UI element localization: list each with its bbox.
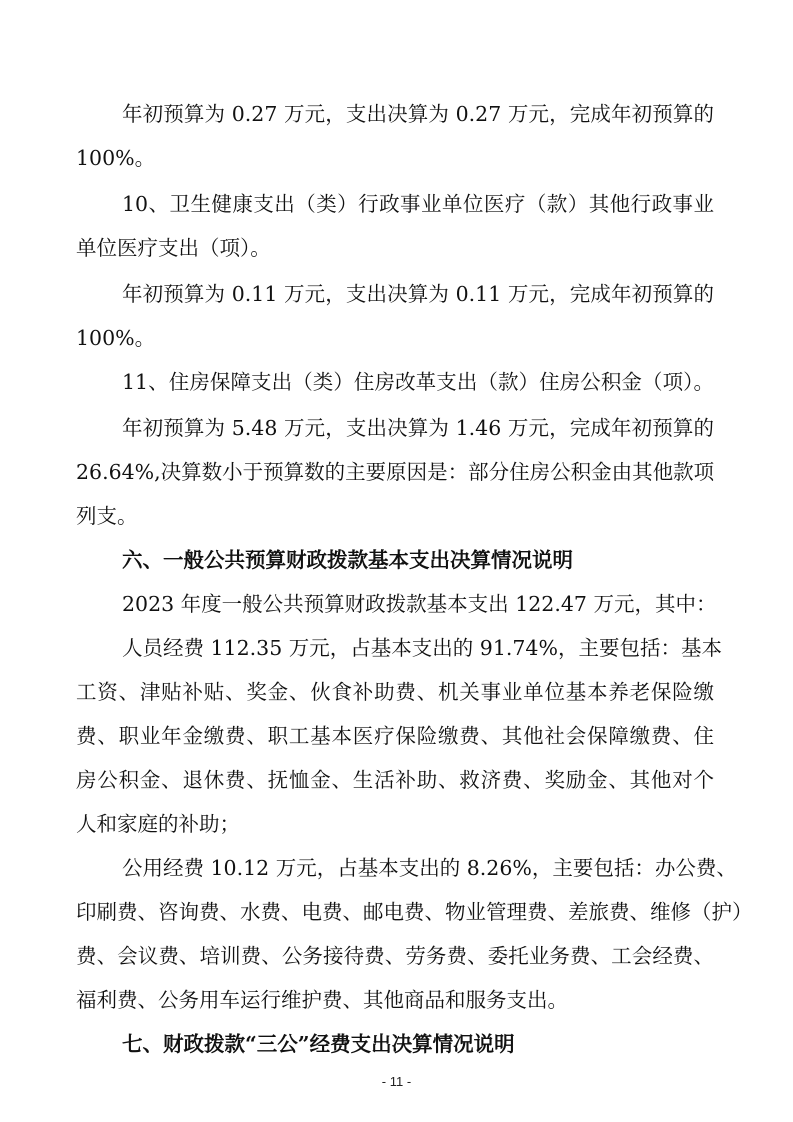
- paragraph-line: 费、职业年金缴费、职工基本医疗保险缴费、其他社会保障缴费、住: [76, 724, 714, 748]
- paragraph-line: 11、住房保障支出（类）住房改革支出（款）住房公积金（项）。: [122, 370, 714, 394]
- paragraph-line: 房公积金、退休费、抚恤金、生活补助、救济费、奖励金、其他对个: [76, 768, 714, 792]
- paragraph-line: 印刷费、咨询费、水费、电费、邮电费、物业管理费、差旅费、维修（护）: [76, 900, 753, 924]
- page-number: - 11 -: [381, 1074, 412, 1089]
- paragraph-line: 100%。: [76, 146, 156, 170]
- paragraph-line: 列支。: [76, 504, 138, 528]
- section-heading: 七、财政拨款“三公”经费支出决算情况说明: [122, 1032, 515, 1056]
- section-heading: 六、一般公共预算财政拨款基本支出决算情况说明: [122, 548, 573, 572]
- paragraph-line: 公用经费 10.12 万元，占基本支出的 8.26%，主要包括：办公费、: [122, 856, 737, 880]
- paragraph-line: 10、卫生健康支出（类）行政事业单位医疗（款）其他行政事业: [122, 192, 714, 216]
- paragraph-line: 2023 年度一般公共预算财政拨款基本支出 122.47 万元，其中：: [122, 592, 717, 616]
- paragraph-line: 福利费、公务用车运行维护费、其他商品和服务支出。: [76, 988, 568, 1012]
- paragraph-line: 费、会议费、培训费、公务接待费、劳务费、委托业务费、工会经费、: [76, 944, 714, 968]
- paragraph-line: 人和家庭的补助；: [76, 812, 240, 836]
- paragraph-line: 年初预算为 0.27 万元，支出决算为 0.27 万元，完成年初预算的: [122, 102, 714, 126]
- paragraph-line: 人员经费 112.35 万元，占基本支出的 91.74%，主要包括：基本: [122, 636, 722, 660]
- paragraph-line: 100%。: [76, 326, 156, 350]
- paragraph-line: 年初预算为 0.11 万元，支出决算为 0.11 万元，完成年初预算的: [122, 282, 714, 306]
- paragraph-line: 单位医疗支出（项）。: [76, 236, 271, 260]
- paragraph-line: 26.64%,决算数小于预算数的主要原因是：部分住房公积金由其他款项: [76, 460, 715, 484]
- paragraph-line: 工资、津贴补贴、奖金、伙食补助费、机关事业单位基本养老保险缴: [76, 680, 714, 704]
- paragraph-line: 年初预算为 5.48 万元，支出决算为 1.46 万元，完成年初预算的: [122, 416, 714, 440]
